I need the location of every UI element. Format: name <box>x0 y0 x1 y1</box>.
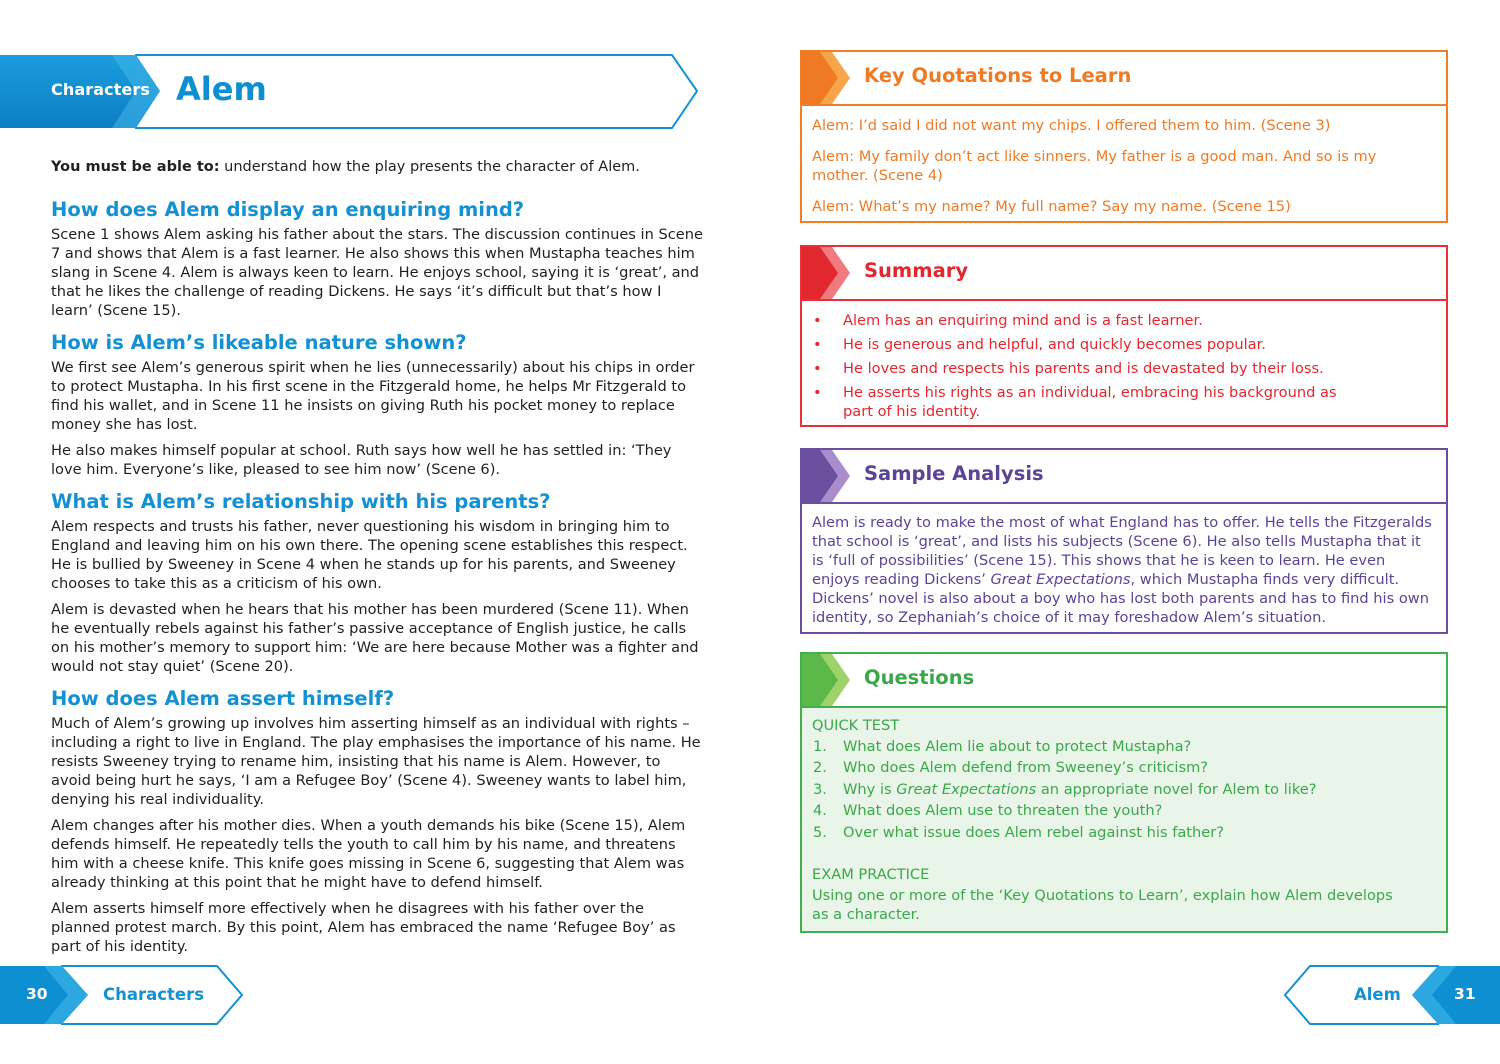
paragraph: Alem respects and trusts his father, never questioning his wisdom in bringing him to England and leaving him on his own there. The opening scene establishes this respect. He is bullied by Sweeney in Scene 4 when he stands up for his parents, and Sweeney chooses to take this as a criticism of his own. <box>51 518 688 592</box>
exam-practice-label: EXAM PRACTICE <box>812 865 930 883</box>
paragraph: Alem changes after his mother dies. When a youth demands his bike (Scene 15), Alem defends himself. He repeatedly tells the youth to call him by his name, and threatens him with a cheese knife. This knife goes missing in Scene 6, suggesting that Alem was already thinking at this point that he might have to defend himself. <box>51 817 686 891</box>
analysis-text: Alem is ready to make the most of what England has to offer. He tells the Fitzgeralds that school is ‘great’, and lists his subjects (Scene 6). He also tells Mustapha that it is ‘full of possibilities’ (Scene 15). This shows that he is keen to learn. He even enjoys reading Dickens’ <box>812 514 1432 588</box>
arrow-icon <box>802 52 854 104</box>
footer-title-label: Alem <box>1354 985 1401 1004</box>
key-quotations-title: Key Quotations to Learn <box>864 64 1132 87</box>
summary-title: Summary <box>864 259 969 282</box>
page-header <box>0 52 700 132</box>
summary-body <box>802 301 1446 434</box>
sample-analysis-body <box>802 504 1446 635</box>
quick-test-label: QUICK TEST <box>812 717 900 734</box>
question-item <box>812 823 1434 842</box>
question-item <box>812 758 1434 777</box>
question-item <box>812 780 1434 799</box>
question-number: 1. <box>813 738 827 755</box>
summary-list <box>812 311 1434 421</box>
objective-label: You must be able to: <box>51 159 220 175</box>
key-quotations-box <box>800 50 1448 223</box>
arrow-icon <box>802 654 854 706</box>
paragraph: We first see Alem’s generous spirit when he lies (unnecessarily) about his chips in order to protect Mustapha. In his first scene in the Fitzgerald home, he helps Mr Fitzgerald to find his wallet, and in Scene 11 he insists on giving Ruth his pocket money to replace money she has lost. <box>51 359 695 433</box>
questions-box <box>800 652 1448 933</box>
section-heading-relationship-parents: What is Alem’s relationship with his parents? <box>51 490 551 513</box>
left-footer <box>0 964 245 1026</box>
questions-header <box>802 654 1446 708</box>
exam-practice-text: Using one or more of the ‘Key Quotations to Learn’, explain how Alem develops as a character. <box>812 886 1393 923</box>
paragraph: He also makes himself popular at school. Ruth says how well he has settled in: ‘They love him. Everyone’s like, pleased to see him now’ (Scene 6). <box>51 442 672 478</box>
footer-section-label: Characters <box>103 985 205 1004</box>
quotation: Alem: My family don’t act like sinners. My father is a good man. And so is my mother. (Scene 4) <box>812 148 1377 184</box>
section-heading-enquiring-mind: How does Alem display an enquiring mind? <box>51 198 525 221</box>
questions-title: Questions <box>864 666 975 689</box>
question-text: an appropriate novel for Alem to like? <box>1036 780 1317 798</box>
key-quotations-body <box>802 106 1446 236</box>
question-number: 3. <box>813 780 827 798</box>
question-text: What does Alem use to threaten the youth? <box>843 802 1163 820</box>
paragraph: Scene 1 shows Alem asking his father about the stars. The discussion continues in Scene 7 and shows that Alem is a fast learner. He also shows this when Mustapha teaches him slang in Scene 4. Alem is always keen to learn. He enjoys school, saying it is ‘great’, and that he likes the challenge of reading Dickens. He says ‘it’s difficult but that’s how I learn’ (Scene 15). <box>51 226 703 319</box>
paragraph: Alem asserts himself more effectively when he disagrees with his father over the planned protest march. By this point, Alem has embraced the name ‘Refugee Boy’ as part of his identity. <box>51 900 676 955</box>
sample-analysis-box <box>800 448 1448 634</box>
analysis-text: , which Mustapha finds very difficult. Dickens’ novel is also about a boy who has lost both parents and has to find his own identity, so Zephaniah’s choice of it may foreshadow Alem’s situation. <box>812 571 1429 626</box>
header-section-label: Characters <box>51 80 151 99</box>
sample-analysis-header <box>802 450 1446 504</box>
learning-objective <box>51 157 703 177</box>
question-text: Who does Alem defend from Sweeney’s criticism? <box>843 759 1209 777</box>
objective-text: understand how the play presents the character of Alem. <box>219 159 640 175</box>
question-item <box>812 737 1434 756</box>
page-title: Alem <box>176 70 267 108</box>
analysis-italic-title: Great Expectations <box>990 571 1131 588</box>
question-number: 5. <box>813 823 827 841</box>
question-number: 4. <box>813 802 827 820</box>
summary-header <box>802 247 1446 301</box>
arrow-icon <box>802 247 854 299</box>
summary-item: • He loves and respects his parents and is devastated by their loss. <box>812 359 1434 378</box>
question-text: What does Alem lie about to protect Mustapha? <box>843 738 1192 755</box>
paragraph: Alem is devasted when he hears that his mother has been murdered (Scene 11). When he eventually rebels against his father’s passive acceptance of English justice, he calls on his mother’s memory to support him: ‘We are here because Mother was a fighter and would not stay quiet’ (Scene 20). <box>51 601 699 675</box>
question-text: Why is <box>843 780 897 798</box>
right-footer <box>1282 964 1500 1026</box>
key-quotations-header <box>802 52 1446 106</box>
left-page-content <box>51 157 703 963</box>
sample-analysis-title: Sample Analysis <box>864 462 1044 485</box>
page-number-right: 31 <box>1454 985 1476 1003</box>
summary-item: • Alem has an enquiring mind and is a fast learner. <box>812 311 1434 330</box>
quick-test-list <box>812 737 1434 842</box>
question-number: 2. <box>813 759 827 777</box>
quotation: Alem: I’d said I did not want my chips. I offered them to him. (Scene 3) <box>812 117 1331 134</box>
paragraph: Much of Alem’s growing up involves him asserting himself as an individual with rights – including a right to live in England. The play emphasises the importance of his name. He resists Sweeney trying to rename him, insisting that his name is Alem. However, to avoid being hurt he says, ‘I am a Refugee Boy’ (Scene 4). Sweeney wants to label him, denying his real individuality. <box>51 715 701 808</box>
summary-item: • He is generous and helpful, and quickly becomes popular. <box>812 335 1434 354</box>
summary-box <box>800 245 1448 427</box>
section-heading-likeable-nature: How is Alem’s likeable nature shown? <box>51 331 467 354</box>
question-item <box>812 801 1434 820</box>
questions-body <box>802 708 1446 932</box>
quotation: Alem: What’s my name? My full name? Say my name. (Scene 15) <box>812 198 1291 215</box>
question-text: Over what issue does Alem rebel against his father? <box>843 823 1224 841</box>
arrow-icon <box>802 450 854 502</box>
summary-item: • He asserts his rights as an individual, embracing his background as part of his identity. <box>812 383 1434 421</box>
question-italic-title: Great Expectations <box>896 780 1037 798</box>
page-number-left: 30 <box>26 985 48 1003</box>
section-heading-assert-himself: How does Alem assert himself? <box>51 687 395 710</box>
